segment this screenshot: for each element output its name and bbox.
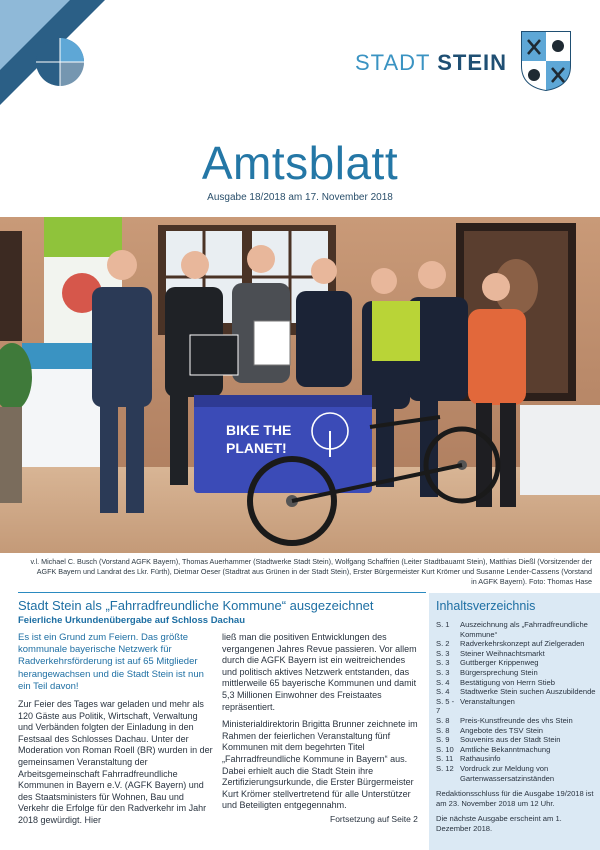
toc-item (436, 754, 596, 764)
svg-text:BIKE THE: BIKE THE (226, 422, 292, 438)
photo-caption: v.l. Michael C. Busch (Vorstand AGFK Bayern), Thomas Auerhammer (Stadtwerke Stadt Stein), Wolfgang Schaffrien (Leiter Stadtbauamt Stein), Matthias Dießl (Vorsitzender der AGFK Bayern und Landrat des Lkr. Fürth), Dietmar Oeser (Stadtrat aus Grünen in der Stadt Stein), Erster Bürgermeister Kurt Krömer und Susanne Lender-Cassens (Vorstand in AGFK Bayern). Foto: Thomas Hase (30, 557, 592, 586)
toc-item-page: S. 12 (436, 763, 454, 773)
toc-item (436, 726, 596, 736)
article-paragraph: ließ man die positiven Entwicklungen des vergangenen Jahres Revue passieren. Vor allem durch die AGFK Bayern ist ein weitreichendes und politisch aktives Netzwerk entstanden, das mittlerweile 65 bayerische Kommunen und damit 5,3 Millionen Einwohner des Freistaates repräsentiert. (222, 632, 417, 712)
toc-item-text: Veranstaltungen (460, 696, 515, 706)
toc-deadline: Redaktionsschluss für die Ausgabe 19/2018 ist am 23. November 2018 um 12 Uhr. (436, 789, 594, 808)
article-headline: Stadt Stein als „Fahrradfreundliche Kommune“ ausgezeichnet (18, 598, 374, 613)
toc-item (436, 745, 596, 755)
toc-item-page: S. 3 (436, 667, 450, 677)
toc-item (436, 649, 596, 659)
table-of-contents (429, 593, 600, 850)
toc-item-text: Vordruck zur Meldung von Gartenwassersatzinständen (460, 763, 555, 783)
page-title: Amtsblatt (201, 137, 399, 189)
toc-item-text: Bürgersprechung Stein (460, 667, 538, 677)
toc-item-text: Amtliche Bekanntmachung (460, 744, 551, 754)
toc-next-issue: Die nächste Ausgabe erscheint am 1. Dezember 2018. (436, 814, 562, 833)
brand-prefix: STADT (355, 50, 431, 75)
toc-item-text: Auszeichnung als „Fahrradfreundliche Kommune“ (460, 620, 588, 639)
toc-item-page: S. 8 (436, 725, 450, 735)
toc-item-page: S. 5 - 7 (436, 696, 455, 716)
toc-item (436, 668, 596, 678)
toc-item-text: Preis-Kunstfreunde des vhs Stein (460, 715, 573, 725)
toc-item-page: S. 2 (436, 639, 450, 649)
toc-item-page: S. 1 (436, 620, 450, 629)
article-subhead: Feierliche Urkundenübergabe auf Schloss Dachau (18, 615, 246, 626)
toc-item (436, 639, 596, 649)
toc-item-text: Guttberger Krippenweg (460, 658, 539, 668)
corner-triangle-graphic (0, 0, 140, 140)
toc-item (436, 658, 596, 668)
article-paragraph: Ministerialdirektorin Brigitta Brunner zeichnete im Rahmen der feierlichen Veranstaltung fünf Kommunen mit dem begehrten Titel „Fahrradfreundliche Kommune in Bayern“ aus. Dabei erhielt auch die Stadt Stein ihre Zertifizierungsurkunde, die Erster Bürgermeister Kurt Krömer stellvertretend für alle Unterstützer und Beteiligten entgegennahm. (222, 719, 418, 811)
toc-item-text: Steiner Weihnachtsmarkt (460, 648, 545, 658)
toc-item (436, 697, 596, 716)
toc-item-text: Stadtwerke Stein suchen Auszubildende (460, 687, 596, 697)
brand-name: STEIN (437, 50, 508, 75)
toc-item-page: S. 8 (436, 715, 450, 725)
toc-item (436, 620, 596, 639)
toc-item-page: S. 3 (436, 648, 450, 658)
toc-item (436, 764, 596, 783)
toc-item-text: Bestätigung von Herrn Stieb (460, 677, 555, 687)
city-crest-icon (520, 30, 572, 92)
award-ceremony-photo (0, 217, 600, 553)
toc-item-text: Souvenirs aus der Stadt Stein (460, 735, 561, 745)
article-column-1 (18, 632, 214, 833)
article-column-2 (222, 632, 418, 818)
toc-item-text: Rathausinfo (460, 754, 501, 764)
toc-item (436, 735, 596, 745)
toc-item-page: S. 4 (436, 687, 450, 697)
toc-title: Inhaltsverzeichnis (436, 599, 536, 613)
issue-info: Ausgabe 18/2018 am 17. November 2018 (207, 192, 393, 203)
toc-item-page: S. 10 (436, 744, 454, 754)
toc-item-page: S. 4 (436, 677, 450, 687)
article-rule (18, 592, 426, 593)
toc-item (436, 678, 596, 688)
toc-item-page: S. 3 (436, 658, 450, 668)
toc-item (436, 687, 596, 697)
toc-item-page: S. 11 (436, 754, 454, 764)
toc-item-page: S. 9 (436, 735, 450, 745)
toc-list (436, 620, 596, 783)
toc-item (436, 716, 596, 726)
city-brand (355, 50, 507, 76)
toc-item-text: Radverkehrskonzept auf Zielgeraden (460, 639, 585, 649)
article-lead: Es ist ein Grund zum Feiern. Das größte kommunale bayerische Netzwerk für Radverkehrsförderung ist auf 65 Mitglieder herangewachsen und die Stadt Stein ist nun ein Teil davon! (18, 632, 204, 692)
continued-note: Fortsetzung auf Seite 2 (330, 814, 418, 824)
article-paragraph: Zur Feier des Tages war geladen und mehr als 120 Gäste aus Politik, Wirtschaft, Verwaltung und Verbänden folgten der Einladung in den Festsaal des Schlosses Dachau. Unter der Moderation von Roman Roell (BR) wurden in der gemeinsamen Veranstaltung der Arbeitsgemeinschaft Fahrradfreundliche Kommunen in Bayern e.V. (AGFK Bayern) und des Staatsministers für Wohnen, Bau und Verkehr die Erfolge für den Radverkehr im Jahr 2018 gewürdigt. Hier (18, 699, 213, 825)
toc-item-text: Angebote des TSV Stein (460, 725, 544, 735)
svg-text:PLANET!: PLANET! (226, 440, 287, 456)
